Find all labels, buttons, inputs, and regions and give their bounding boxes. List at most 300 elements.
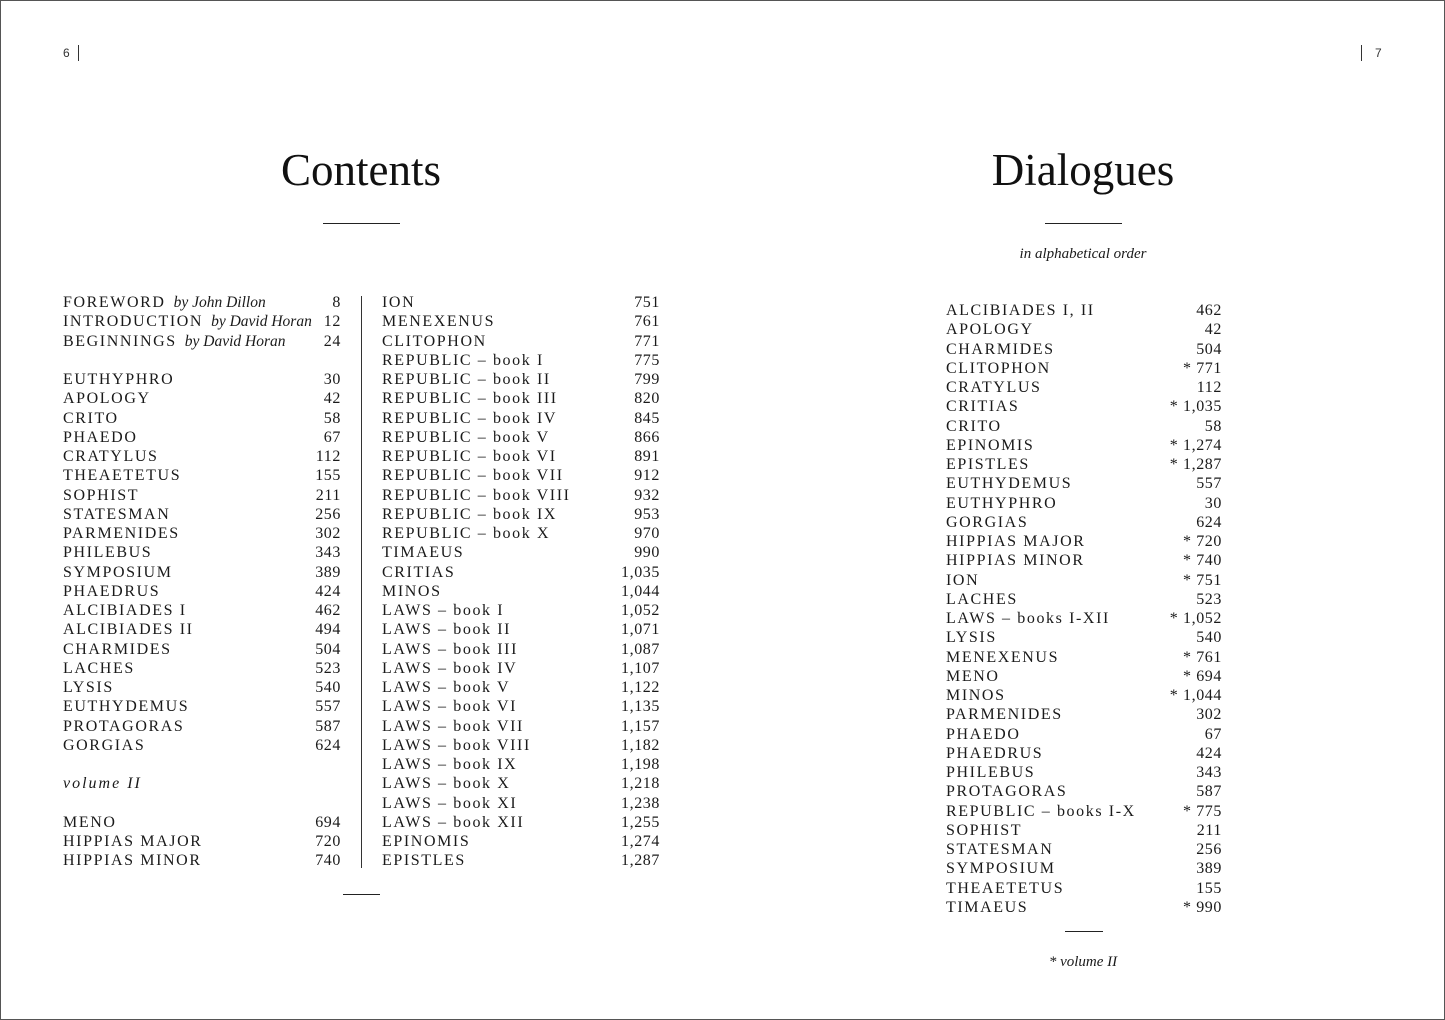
entry-label: PROTAGORAS bbox=[946, 783, 1068, 801]
entry-title bbox=[382, 736, 531, 755]
entry-label: LAWS – book IX bbox=[382, 756, 518, 773]
entry-title bbox=[382, 543, 464, 562]
volume-footnote: * volume II bbox=[1048, 954, 1118, 970]
entry-page-number: 302 bbox=[1196, 706, 1222, 724]
toc-entry bbox=[382, 293, 660, 312]
entry-page-number: 462 bbox=[315, 602, 341, 619]
entry-title bbox=[946, 667, 1000, 686]
toc-entry bbox=[63, 717, 341, 736]
entry-label: PHAEDRUS bbox=[63, 582, 161, 600]
entry-title bbox=[946, 705, 1063, 724]
entry-label: HIPPIAS MAJOR bbox=[63, 833, 203, 850]
toc-entry bbox=[946, 782, 1222, 801]
entry-page-number: * 1,052 bbox=[1169, 610, 1222, 627]
entry-label: REPUBLIC – book IX bbox=[382, 505, 558, 523]
toc-entry bbox=[63, 505, 341, 524]
entry-page-number: 1,287 bbox=[621, 852, 660, 870]
entry-title bbox=[63, 332, 286, 351]
toc-entry bbox=[382, 832, 660, 851]
entry-page-number: 912 bbox=[634, 467, 660, 485]
entry-label: EPINOMIS bbox=[946, 436, 1035, 454]
entry-label: LAWS – book VIII bbox=[382, 736, 531, 754]
toc-entry bbox=[946, 474, 1222, 493]
toc-entry bbox=[63, 466, 341, 485]
toc-entry bbox=[63, 601, 341, 620]
entry-label: LACHES bbox=[946, 590, 1018, 608]
entry-title bbox=[946, 802, 1136, 821]
entry-title bbox=[946, 513, 1028, 532]
toc-entry bbox=[946, 705, 1222, 724]
toc-entry bbox=[382, 851, 660, 870]
toc-entry bbox=[946, 590, 1222, 609]
entry-page-number: 540 bbox=[1196, 629, 1222, 647]
entry-page-number: 540 bbox=[315, 679, 341, 696]
toc-entry bbox=[382, 370, 660, 389]
entry-page-number: 557 bbox=[1196, 475, 1222, 493]
dialogues-subtitle: in alphabetical order bbox=[1019, 246, 1147, 262]
toc-entry bbox=[382, 717, 660, 736]
toc-entry bbox=[382, 755, 660, 774]
toc-entry bbox=[63, 832, 341, 851]
toc-entry bbox=[63, 370, 341, 389]
entry-page-number: 1,238 bbox=[621, 794, 660, 812]
entry-page-number: 761 bbox=[634, 313, 660, 331]
toc-entry bbox=[382, 447, 660, 466]
entry-page-number: 1,198 bbox=[621, 756, 660, 773]
entry-label: TIMAEUS bbox=[946, 898, 1029, 916]
entry-title bbox=[382, 370, 551, 389]
entry-title bbox=[63, 293, 266, 312]
entry-label: LACHES bbox=[63, 659, 135, 677]
toc-entry bbox=[63, 563, 341, 582]
entry-label: SYMPOSIUM bbox=[946, 860, 1056, 878]
entry-page-number: 740 bbox=[315, 852, 341, 870]
entry-page-number: 343 bbox=[315, 544, 341, 562]
toc-entry bbox=[946, 802, 1222, 821]
toc-entry bbox=[946, 744, 1222, 763]
entry-title bbox=[382, 351, 544, 370]
entry-title bbox=[382, 524, 550, 543]
toc-entry bbox=[382, 736, 660, 755]
entry-title bbox=[63, 717, 184, 736]
entry-page-number: 462 bbox=[1196, 302, 1222, 319]
toc-entry bbox=[382, 312, 660, 331]
entry-page-number: 557 bbox=[315, 698, 341, 716]
toc-entry bbox=[946, 532, 1222, 551]
toc-entry bbox=[382, 620, 660, 639]
entry-page-number: * 740 bbox=[1183, 552, 1222, 570]
entry-label: EPINOMIS bbox=[382, 833, 471, 850]
entry-label: EUTHYDEMUS bbox=[63, 698, 190, 716]
entry-page-number: 302 bbox=[315, 525, 341, 542]
entry-page-number: 1,255 bbox=[621, 813, 660, 831]
entry-page-number: * 751 bbox=[1183, 571, 1222, 589]
entry-label: ALCIBIADES I bbox=[63, 602, 187, 619]
toc-entry bbox=[946, 455, 1222, 474]
toc-entry bbox=[382, 524, 660, 543]
entry-title bbox=[63, 466, 181, 485]
entry-title bbox=[382, 428, 550, 447]
entry-page-number: 1,135 bbox=[621, 698, 660, 716]
entry-label: LAWS – book XI bbox=[382, 794, 518, 812]
entry-title bbox=[946, 494, 1057, 513]
toc-entry bbox=[382, 351, 660, 370]
entry-label: LAWS – book VII bbox=[382, 717, 524, 735]
entry-label: INTRODUCTION bbox=[63, 313, 204, 331]
entry-title bbox=[63, 620, 194, 639]
entry-author: by David Horan bbox=[184, 332, 286, 350]
toc-entry bbox=[382, 582, 660, 601]
entry-page-number: * 720 bbox=[1183, 533, 1222, 550]
entry-label: CRATYLUS bbox=[946, 379, 1042, 396]
spacer bbox=[63, 755, 341, 774]
entry-label: ALCIBIADES I, II bbox=[946, 302, 1095, 319]
entry-page-number: 155 bbox=[1196, 879, 1222, 897]
entry-page-number: 1,052 bbox=[621, 602, 660, 619]
entry-label: CHARMIDES bbox=[946, 340, 1055, 358]
entry-page-number: 1,087 bbox=[621, 640, 660, 658]
toc-entry bbox=[946, 417, 1222, 436]
entry-title bbox=[382, 620, 511, 639]
entry-label: FOREWORD bbox=[63, 294, 166, 311]
entry-label: LAWS – book VI bbox=[382, 698, 518, 716]
toc-entry bbox=[946, 397, 1222, 416]
dialogues-list bbox=[946, 301, 1222, 917]
entry-title bbox=[946, 320, 1034, 339]
entry-label: REPUBLIC – book V bbox=[382, 428, 550, 446]
entry-title bbox=[946, 359, 1051, 378]
entry-title bbox=[63, 832, 203, 851]
entry-label: HIPPIAS MINOR bbox=[63, 852, 202, 870]
entry-page-number: 494 bbox=[315, 621, 341, 639]
entry-page-number: 932 bbox=[634, 486, 660, 504]
entry-title bbox=[946, 378, 1041, 397]
entry-label: GORGIAS bbox=[946, 513, 1029, 531]
toc-entry bbox=[63, 428, 341, 447]
entry-label: PROTAGORAS bbox=[63, 717, 185, 735]
toc-entry bbox=[382, 543, 660, 562]
entry-label: TIMAEUS bbox=[382, 544, 465, 562]
entry-title bbox=[946, 628, 997, 647]
entry-title bbox=[382, 755, 517, 774]
entry-label: MENO bbox=[63, 813, 117, 831]
toc-entry bbox=[63, 312, 341, 331]
entry-page-number: 587 bbox=[315, 717, 341, 735]
entry-label: CRITIAS bbox=[382, 563, 456, 581]
toc-entry bbox=[382, 794, 660, 813]
entry-page-number: 775 bbox=[634, 351, 660, 369]
toc-entry bbox=[946, 763, 1222, 782]
entry-page-number: 389 bbox=[315, 563, 341, 581]
entry-label: CRITO bbox=[946, 417, 1002, 435]
entry-label: BEGINNINGS bbox=[63, 332, 177, 350]
entry-title bbox=[63, 601, 187, 620]
entry-title bbox=[63, 640, 172, 659]
entry-page-number: 845 bbox=[634, 409, 660, 427]
entry-title bbox=[382, 389, 558, 408]
contents-column-2 bbox=[382, 293, 660, 871]
entry-label: SOPHIST bbox=[63, 486, 140, 504]
entry-title bbox=[382, 774, 510, 793]
entry-label: SYMPOSIUM bbox=[63, 563, 173, 581]
entry-title bbox=[63, 505, 170, 524]
entry-title bbox=[946, 840, 1053, 859]
entry-label: CLITOPHON bbox=[946, 359, 1051, 377]
entry-title bbox=[63, 389, 151, 408]
entry-title bbox=[63, 486, 139, 505]
entry-page-number: * 694 bbox=[1183, 667, 1222, 685]
entry-title bbox=[382, 447, 557, 466]
entry-label: APOLOGY bbox=[946, 321, 1034, 339]
toc-entry bbox=[946, 879, 1222, 898]
entry-title bbox=[946, 782, 1067, 801]
entry-label: LYSIS bbox=[946, 629, 997, 647]
toc-entry bbox=[382, 505, 660, 524]
entry-title bbox=[382, 851, 466, 870]
entry-title bbox=[382, 717, 524, 736]
entry-title bbox=[946, 417, 1002, 436]
entry-title bbox=[946, 551, 1085, 570]
entry-title bbox=[946, 301, 1095, 320]
toc-entry bbox=[63, 640, 341, 659]
entry-label: MINOS bbox=[946, 687, 1006, 704]
entry-page-number: * 1,044 bbox=[1169, 687, 1222, 704]
entry-page-number: 155 bbox=[315, 467, 341, 485]
entry-page-number: 58 bbox=[323, 409, 341, 427]
toc-entry bbox=[63, 409, 341, 428]
entry-title bbox=[63, 447, 158, 466]
entry-label: PARMENIDES bbox=[946, 706, 1063, 724]
entry-label: LYSIS bbox=[63, 679, 114, 696]
entry-page-number: 891 bbox=[634, 448, 660, 465]
toc-entry bbox=[946, 898, 1222, 917]
entry-page-number: 751 bbox=[634, 294, 660, 311]
left-page-number: 6 bbox=[63, 46, 70, 60]
entry-label: ION bbox=[946, 571, 980, 589]
toc-entry bbox=[382, 486, 660, 505]
entry-page-number: * 761 bbox=[1183, 648, 1222, 666]
entry-label: HIPPIAS MAJOR bbox=[946, 533, 1086, 550]
entry-title bbox=[382, 293, 415, 312]
entry-label: MINOS bbox=[382, 582, 442, 600]
entry-label: REPUBLIC – book III bbox=[382, 390, 558, 408]
toc-entry bbox=[946, 378, 1222, 397]
entry-label: MENO bbox=[946, 667, 1000, 685]
toc-entry bbox=[946, 340, 1222, 359]
entry-title bbox=[946, 763, 1035, 782]
entry-page-number: * 990 bbox=[1183, 898, 1222, 916]
toc-entry bbox=[382, 640, 660, 659]
toc-entry bbox=[946, 609, 1222, 628]
entry-title bbox=[382, 505, 557, 524]
contents-title: Contents bbox=[280, 145, 441, 195]
entry-label: PHAEDRUS bbox=[946, 744, 1044, 762]
entry-title bbox=[382, 332, 487, 351]
contents-title-rule bbox=[323, 223, 400, 224]
entry-label: CHARMIDES bbox=[63, 640, 172, 658]
entry-label: LAWS – book X bbox=[382, 775, 511, 793]
entry-page-number: 624 bbox=[315, 736, 341, 754]
toc-entry bbox=[63, 486, 341, 505]
toc-entry bbox=[946, 686, 1222, 705]
entry-page-number: 42 bbox=[323, 390, 341, 408]
entry-label: EUTHYDEMUS bbox=[946, 475, 1073, 493]
entry-title bbox=[946, 648, 1059, 667]
toc-entry bbox=[946, 359, 1222, 378]
entry-page-number: 504 bbox=[315, 640, 341, 658]
entry-label: PHAEDO bbox=[63, 428, 138, 446]
toc-entry bbox=[946, 571, 1222, 590]
entry-page-number: 389 bbox=[1196, 860, 1222, 878]
entry-label: REPUBLIC – book VI bbox=[382, 448, 557, 465]
entry-page-number: 12 bbox=[323, 313, 341, 331]
entry-page-number: 424 bbox=[1196, 744, 1222, 762]
entry-page-number: 523 bbox=[315, 659, 341, 677]
entry-label: PHAEDO bbox=[946, 725, 1021, 743]
entry-title bbox=[946, 859, 1056, 878]
entry-title bbox=[382, 582, 442, 601]
toc-entry bbox=[63, 582, 341, 601]
entry-title bbox=[63, 851, 202, 870]
entry-page-number: 694 bbox=[315, 813, 341, 831]
entry-label: REPUBLIC – books I-X bbox=[946, 802, 1136, 820]
entry-title bbox=[63, 524, 180, 543]
toc-entry bbox=[382, 601, 660, 620]
entry-page-number: 256 bbox=[1196, 841, 1222, 858]
entry-label: LAWS – book I bbox=[382, 602, 505, 619]
dialogues-title-rule bbox=[1045, 223, 1122, 224]
entry-page-number: 523 bbox=[1196, 590, 1222, 608]
entry-title bbox=[63, 774, 142, 793]
spacer bbox=[63, 351, 341, 370]
entry-author: by David Horan bbox=[211, 313, 312, 331]
entry-title bbox=[946, 436, 1034, 455]
entry-title bbox=[63, 409, 119, 428]
entry-label: LAWS – book IV bbox=[382, 659, 518, 677]
entry-page-number: 67 bbox=[323, 428, 341, 446]
toc-entry bbox=[382, 774, 660, 793]
entry-title bbox=[946, 474, 1072, 493]
toc-entry bbox=[63, 659, 341, 678]
entry-label: REPUBLIC – book I bbox=[382, 351, 544, 369]
toc-entry bbox=[946, 320, 1222, 339]
entry-page-number: * 1,035 bbox=[1169, 398, 1222, 416]
toc-entry bbox=[63, 332, 341, 351]
contents-end-rule bbox=[343, 894, 380, 895]
entry-title bbox=[946, 898, 1028, 917]
entry-title bbox=[63, 428, 138, 447]
entry-label: REPUBLIC – book II bbox=[382, 371, 551, 388]
entry-title bbox=[946, 397, 1019, 416]
entry-label: CRITIAS bbox=[946, 398, 1020, 416]
entry-page-number: 30 bbox=[323, 371, 341, 388]
toc-entry bbox=[63, 678, 341, 697]
entry-page-number: 1,044 bbox=[621, 582, 660, 600]
entry-label: LAWS – book III bbox=[382, 640, 519, 658]
entry-page-number: 30 bbox=[1204, 494, 1222, 512]
toc-entry bbox=[382, 409, 660, 428]
entry-label: CRITO bbox=[63, 409, 119, 427]
toc-entry bbox=[382, 428, 660, 447]
entry-title bbox=[63, 813, 117, 832]
entry-page-number: 866 bbox=[634, 428, 660, 446]
entry-page-number: 799 bbox=[634, 371, 660, 388]
entry-page-number: 112 bbox=[315, 448, 341, 465]
entry-page-number: 624 bbox=[1196, 513, 1222, 531]
toc-entry bbox=[382, 659, 660, 678]
entry-title bbox=[946, 340, 1055, 359]
toc-entry bbox=[382, 466, 660, 485]
entry-label: EPISTLES bbox=[946, 456, 1030, 473]
entry-page-number: 343 bbox=[1196, 764, 1222, 781]
entry-page-number: 211 bbox=[315, 486, 341, 504]
toc-entry bbox=[63, 293, 341, 312]
entry-title bbox=[382, 486, 571, 505]
entry-page-number: 1,107 bbox=[621, 659, 660, 677]
dialogues-title: Dialogues bbox=[991, 145, 1175, 195]
entry-title bbox=[63, 678, 114, 697]
toc-entry bbox=[63, 543, 341, 562]
entry-page-number: * 771 bbox=[1183, 359, 1222, 377]
entry-title bbox=[382, 312, 495, 331]
left-page-number-divider bbox=[78, 45, 79, 61]
entry-label: THEAETETUS bbox=[63, 467, 182, 485]
toc-entry bbox=[382, 563, 660, 582]
toc-entry bbox=[63, 851, 341, 870]
spacer bbox=[63, 794, 341, 813]
entry-label: REPUBLIC – book IV bbox=[382, 409, 558, 427]
toc-entry bbox=[946, 859, 1222, 878]
entry-page-number: 1,035 bbox=[621, 563, 660, 581]
entry-title bbox=[382, 640, 518, 659]
entry-label: MENEXENUS bbox=[946, 648, 1060, 666]
toc-entry bbox=[63, 813, 341, 832]
entry-author: by John Dillon bbox=[173, 294, 266, 311]
entry-label: THEAETETUS bbox=[946, 879, 1065, 897]
entry-page-number: 1,218 bbox=[621, 775, 660, 793]
entry-page-number: * 1,274 bbox=[1169, 436, 1222, 454]
entry-page-number: 820 bbox=[634, 390, 660, 408]
toc-entry bbox=[63, 736, 341, 755]
entry-label: REPUBLIC – book VII bbox=[382, 467, 564, 485]
toc-entry bbox=[382, 697, 660, 716]
contents-column-1 bbox=[63, 293, 341, 871]
toc-entry bbox=[946, 628, 1222, 647]
entry-title bbox=[63, 543, 152, 562]
entry-title bbox=[382, 563, 455, 582]
right-page-number-divider bbox=[1361, 45, 1362, 61]
entry-label: volume II bbox=[63, 775, 142, 793]
entry-label: PHILEBUS bbox=[946, 764, 1036, 781]
entry-page-number: * 775 bbox=[1183, 802, 1222, 820]
entry-title bbox=[63, 736, 145, 755]
toc-entry bbox=[946, 513, 1222, 532]
entry-page-number: 1,071 bbox=[621, 621, 660, 639]
entry-page-number: 990 bbox=[634, 544, 660, 562]
entry-title bbox=[382, 678, 510, 697]
entry-title bbox=[382, 659, 517, 678]
entry-label: LAWS – books I-XII bbox=[946, 610, 1110, 627]
right-page-number: 7 bbox=[1375, 46, 1382, 60]
entry-page-number: 970 bbox=[634, 525, 660, 542]
entry-title bbox=[946, 879, 1064, 898]
entry-page-number: 720 bbox=[315, 833, 341, 850]
entry-title bbox=[946, 532, 1086, 551]
toc-entry bbox=[63, 389, 341, 408]
toc-entry bbox=[946, 725, 1222, 744]
entry-label: STATESMAN bbox=[63, 505, 171, 523]
entry-title bbox=[63, 312, 312, 331]
